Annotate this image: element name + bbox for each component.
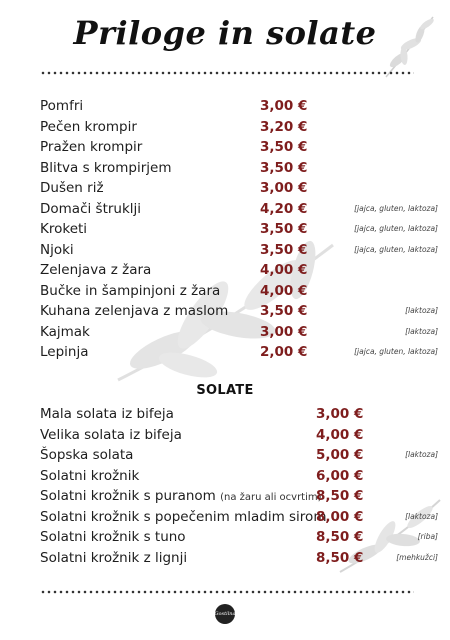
item-name: Kroketi xyxy=(40,221,88,237)
item-price: 8,00 € xyxy=(316,509,364,525)
item-price: 2,00 € xyxy=(260,344,308,360)
item-name: Solatni krožnik xyxy=(40,468,140,484)
allergen-note: [laktoza] xyxy=(405,306,438,315)
item-name: Zelenjava z žara xyxy=(40,262,152,278)
item-price: 3,50 € xyxy=(260,139,308,155)
list-item xyxy=(0,137,450,157)
dotted-divider xyxy=(40,71,414,75)
item-name: Lepinja xyxy=(40,344,89,360)
list-item xyxy=(0,445,450,465)
item-price: 4,20 € xyxy=(260,201,308,217)
item-name: Šopska solata xyxy=(40,447,134,463)
list-item xyxy=(0,425,450,445)
item-price: 4,00 € xyxy=(260,262,308,278)
list-item xyxy=(0,240,450,260)
list-item xyxy=(0,281,450,301)
allergen-note: [jajca, gluten, laktoza] xyxy=(354,224,438,233)
item-price: 3,50 € xyxy=(260,303,308,319)
allergen-note: [riba] xyxy=(417,532,438,541)
item-price: 8,50 € xyxy=(316,550,364,566)
item-name: Dušen riž xyxy=(40,180,104,196)
list-item xyxy=(0,301,450,321)
dotted-divider xyxy=(40,590,414,594)
item-price: 3,00 € xyxy=(260,324,308,340)
item-name: Velika solata iz bifeja xyxy=(40,427,182,443)
item-name: Pomfri xyxy=(40,98,84,114)
allergen-note: [jajca, gluten, laktoza] xyxy=(354,245,438,254)
list-item xyxy=(0,322,450,342)
item-name: Solatni krožnik s puranom (na žaru ali ocvrtim) xyxy=(40,488,322,504)
section-heading: SOLATE xyxy=(196,383,254,398)
allergen-note: [mehkužci] xyxy=(396,553,438,562)
list-item xyxy=(0,178,450,198)
list-item xyxy=(0,199,450,219)
item-price: 3,50 € xyxy=(260,221,308,237)
item-name: Kuhana zelenjava z maslom xyxy=(40,303,229,319)
allergen-note: [laktoza] xyxy=(405,327,438,336)
list-item xyxy=(0,158,450,178)
item-name: Solatni krožnik s popečenim mladim sirom xyxy=(40,509,327,525)
restaurant-logo: Gostilna xyxy=(215,604,235,624)
item-name: Pražen krompir xyxy=(40,139,143,155)
list-item xyxy=(0,466,450,486)
list-item xyxy=(0,96,450,116)
allergen-note: [jajca, gluten, laktoza] xyxy=(354,204,438,213)
allergen-note: [jajca, gluten, laktoza] xyxy=(354,347,438,356)
item-price: 8,50 € xyxy=(316,529,364,545)
item-name: Pečen krompir xyxy=(40,119,137,135)
list-item xyxy=(0,527,450,547)
item-price: 3,00 € xyxy=(316,406,364,422)
item-note: (na žaru ali ocvrtim) xyxy=(220,492,322,503)
item-name: Kajmak xyxy=(40,324,90,340)
page-title: Priloge in solate xyxy=(73,14,377,52)
item-price: 8,50 € xyxy=(316,488,364,504)
item-name: Solatni krožnik s tuno xyxy=(40,529,186,545)
item-name: Mala solata iz bifeja xyxy=(40,406,174,422)
list-item xyxy=(0,548,450,568)
item-name: Bučke in šampinjoni z žara xyxy=(40,283,221,299)
item-price: 3,50 € xyxy=(260,242,308,258)
item-name: Solatni krožnik z lignji xyxy=(40,550,188,566)
item-name: Blitva s krompirjem xyxy=(40,160,172,176)
item-price: 3,00 € xyxy=(260,180,308,196)
list-item xyxy=(0,117,450,137)
item-name: Domači štruklji xyxy=(40,201,142,217)
item-price: 3,20 € xyxy=(260,119,308,135)
list-item xyxy=(0,260,450,280)
list-item xyxy=(0,219,450,239)
allergen-note: [laktoza] xyxy=(405,450,438,459)
item-price: 4,00 € xyxy=(260,283,308,299)
item-price: 6,00 € xyxy=(316,468,364,484)
item-price: 4,00 € xyxy=(316,427,364,443)
item-price: 5,00 € xyxy=(316,447,364,463)
list-item xyxy=(0,507,450,527)
allergen-note: [laktoza] xyxy=(405,512,438,521)
item-price: 3,50 € xyxy=(260,160,308,176)
list-item xyxy=(0,404,450,424)
list-item xyxy=(0,486,450,506)
item-price: 3,00 € xyxy=(260,98,308,114)
item-name: Njoki xyxy=(40,242,74,258)
list-item xyxy=(0,342,450,362)
